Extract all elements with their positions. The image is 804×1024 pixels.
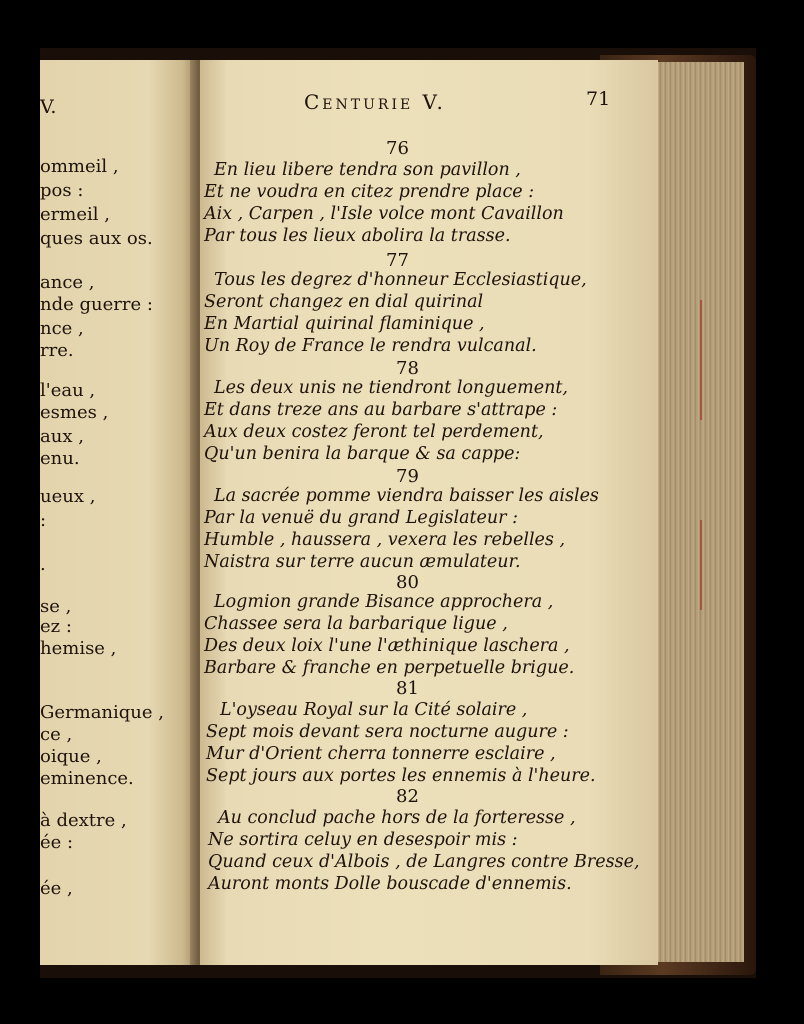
verse-line: Logmion grande Bisance approchera , [214,592,554,612]
quatrain-number: 77 [386,250,409,271]
quatrain-number: 78 [396,358,419,379]
left-page-line: ez : [40,616,72,637]
left-page-line: ommeil , [40,156,119,177]
left-page-line: ance , [40,272,95,293]
left-page-header: V. [40,96,57,118]
page-edges [652,62,744,962]
red-edge-mark [700,520,702,610]
verse-line: Au conclud pache hors de la forteresse , [218,808,576,828]
quatrain-number: 76 [386,138,409,159]
verse-line: Et dans treze ans au barbare s'attrape : [204,400,558,420]
left-page-line: ermeil , [40,204,110,225]
left-page-line: ce , [40,724,73,745]
left-page-line: ée , [40,878,73,899]
verse-line: Sept mois devant sera nocturne augure : [206,722,569,742]
verse-line: Seront changez en dial quirinal [204,292,484,312]
left-page-line: hemise , [40,638,117,659]
verse-line: Des deux loix l'une l'æthinique laschera , [204,636,570,656]
quatrain-number: 79 [396,466,419,487]
left-page-line: nde guerre : [40,294,153,315]
left-page-line: . [40,554,46,575]
verse-line: Mur d'Orient cherra tonnerre esclaire , [206,744,556,764]
verse-line: L'oyseau Royal sur la Cité solaire , [220,700,528,720]
verse-line: Qu'un benira la barque & sa cappe: [204,444,521,464]
left-page-line: oique , [40,746,102,767]
page-number: 71 [586,88,611,110]
left-page-line: rre. [40,340,74,361]
left-page-line: nce , [40,318,84,339]
right-page [200,60,658,965]
left-page-line: se , [40,596,72,617]
left-page-line: Germanique , [40,702,164,723]
verse-line: Chassee sera la barbarique ligue , [204,614,508,634]
verse-line: Les deux unis ne tiendront longuement, [214,378,568,398]
left-page-line: eminence. [40,768,134,789]
left-page-line: aux , [40,426,84,447]
left-page-line: ques aux os. [40,228,153,249]
verse-line: Par tous les lieux abolira la trasse. [204,226,511,246]
verse-line: Ne sortira celuy en desespoir mis : [208,830,518,850]
left-page-line: l'eau , [40,380,96,401]
verse-line: Humble , haussera , vexera les rebelles , [204,530,566,550]
verse-line: Quand ceux d'Albois , de Langres contre Bresse, [208,852,640,872]
verse-line: Barbare & franche en perpetuelle brigue. [204,658,575,678]
verse-line: Et ne voudra en citez prendre place : [204,182,535,202]
left-page-line: ée : [40,832,74,853]
verse-line: Par la venuë du grand Legislateur : [204,508,518,528]
verse-line: Aix , Carpen , l'Isle volce mont Cavaillon [204,204,564,224]
left-page-line: pos : [40,180,84,201]
left-page-line: enu. [40,448,80,469]
running-head: Centurie V. [304,90,446,114]
quatrain-number: 82 [396,786,419,807]
verse-line: Aux deux costez feront tel perdement, [204,422,544,442]
verse-line: La sacrée pomme viendra baisser les aisles [214,486,599,506]
left-page-line: ueux , [40,486,96,507]
quatrain-number: 80 [396,572,419,593]
verse-line: Auront monts Dolle bouscade d'ennemis. [208,874,572,894]
left-page-line: esmes , [40,402,109,423]
left-page-line: à dextre , [40,810,127,831]
verse-line: Un Roy de France le rendra vulcanal. [204,336,537,356]
verse-line: Naistra sur terre aucun æmulateur. [204,552,521,572]
left-page-line: : [40,510,47,531]
red-edge-mark [700,300,702,420]
verse-line: En lieu libere tendra son pavillon , [214,160,521,180]
verse-line: En Martial quirinal flaminique , [204,314,485,334]
quatrain-number: 81 [396,678,419,699]
verse-line: Tous les degrez d'honneur Ecclesiastique, [214,270,587,290]
verse-line: Sept jours aux portes les ennemis à l'heure. [206,766,596,786]
left-page [40,60,195,965]
